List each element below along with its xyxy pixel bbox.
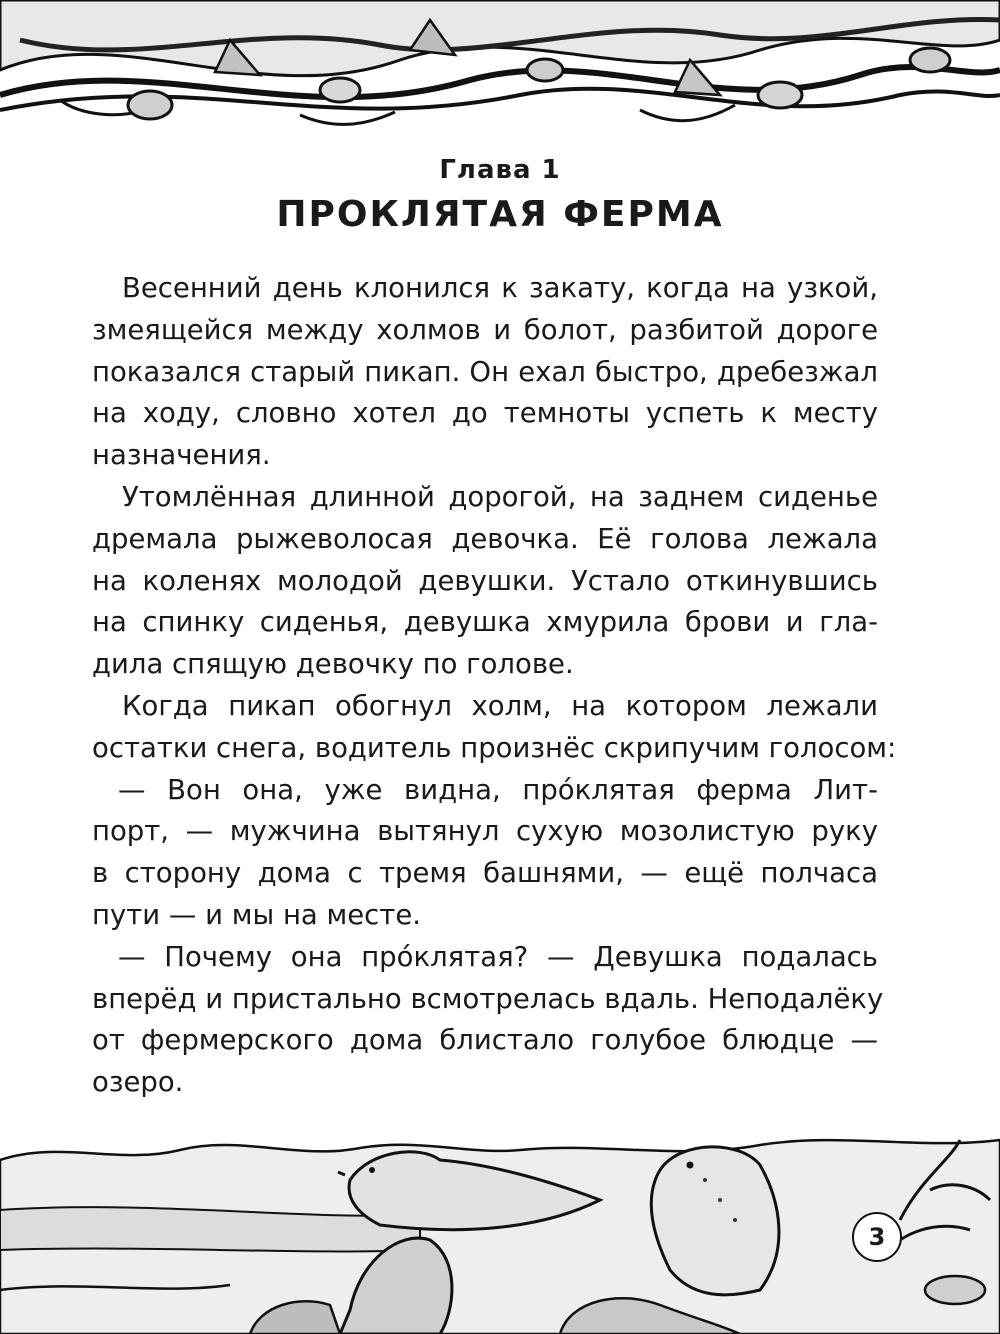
- text-line: — Почему она про́клятая? — Девушка подалась: [118, 940, 878, 973]
- text-line: дила спящую девочку по голове.: [92, 648, 574, 681]
- chapter-number: Глава 1: [439, 155, 561, 185]
- text-line: змеящейся между холмов и болот, разбитой дороге: [92, 313, 878, 346]
- top-branches-illustration: [0, 0, 1000, 140]
- bottom-landscape-illustration: [0, 1120, 1000, 1334]
- text-line: дремала рыжеволосая девочка. Её голова лежала: [92, 522, 878, 555]
- text-line: в сторону дома с тремя башнями, — ещё полчаса: [92, 857, 878, 890]
- text-line: Утомлённая длинной дорогой, на заднем сиденье: [122, 480, 878, 513]
- text-line: показался старый пикап. Он ехал быстро, дребезжал: [92, 355, 878, 388]
- text-line: вперёд и пристально всмотрелась вдаль. Неподалёку: [92, 982, 884, 1015]
- text-line: Весенний день клонился к закату, когда на узкой,: [122, 272, 878, 304]
- text-line: от фермерского дома блистало голубое блюдце —: [92, 1024, 878, 1057]
- text-line: на ходу, словно хотел до темноты успеть к месту: [92, 397, 878, 430]
- text-line: назначения.: [92, 439, 271, 472]
- text-line: остатки снега, водитель произнёс скрипучим голосом:: [92, 731, 897, 764]
- page-number-badge: 3: [852, 1212, 902, 1262]
- text-line: озеро.: [92, 1066, 184, 1099]
- text-line: на коленях молодой девушки. Устало откинувшись: [92, 564, 878, 597]
- text-line: на спинку сиденья, девушка хмурила брови и гла-: [92, 606, 878, 639]
- text-line: порт, — мужчина вытянул сухую мозолистую руку: [92, 815, 878, 848]
- text-line: — Вон она, уже видна, про́клятая ферма Лит-: [118, 773, 878, 806]
- text-line: Когда пикап обогнул холм, на котором лежали: [122, 689, 878, 722]
- body-text: [92, 268, 897, 1104]
- text-line: пути — и мы на месте.: [92, 898, 421, 931]
- chapter-title: ПРОКЛЯТАЯ ФЕРМА: [276, 194, 724, 235]
